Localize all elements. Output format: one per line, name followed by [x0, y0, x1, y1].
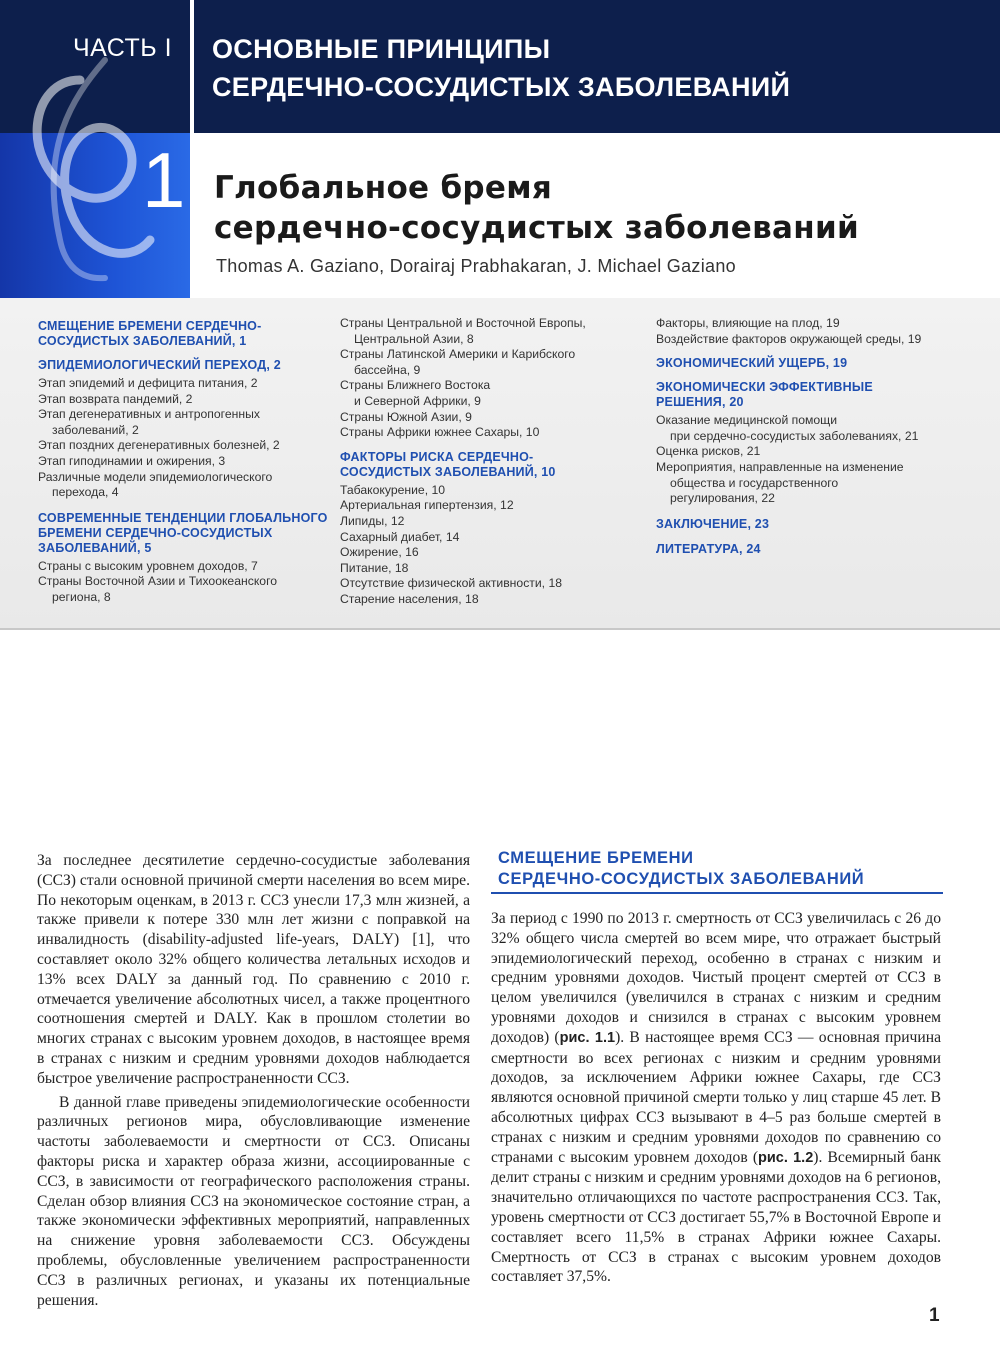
toc-item[interactable]: Страны с высоким уровнем доходов, 7 [38, 558, 258, 573]
toc-item-text: регулирования, 22 [670, 491, 775, 506]
toc-item-text: Мероприятия, направленные на изменение [656, 459, 904, 474]
toc-heading-text: ФАКТОРЫ РИСКА СЕРДЕЧНО- [340, 449, 534, 464]
chapter-number: 1 [142, 136, 186, 224]
section-title [498, 848, 943, 890]
paragraph-text: ). Всемирный банк делит страны с низким и средним уровнями доходов на 6 регионов, значительно отличающихся по частоте распространения ССЗ. Так, уровень смертности от ССЗ достигает 55,7% в Восточной Европе и составляет всего 11,5% в странах Африки южнее Сахары. Смертность от ССЗ в странах с высоким уровнем доходов составляет 37,5%. [491, 1148, 941, 1286]
toc-item[interactable]: Сахарный диабет, 14 [340, 529, 460, 544]
toc-item[interactable] [38, 470, 328, 501]
toc-item[interactable] [656, 413, 986, 444]
toc-item-text: Оказание медицинской помощи [656, 413, 838, 428]
paragraph [491, 909, 941, 1287]
figure-reference[interactable]: рис. 1.2 [758, 1149, 814, 1166]
toc-item[interactable] [38, 574, 328, 605]
toc-item-text: Страны Ближнего Востока [340, 378, 491, 393]
section-title-line1: СМЕЩЕНИЕ БРЕМЕНИ [498, 849, 694, 867]
toc-heading-text: СОСУДИСТЫХ ЗАБОЛЕВАНИЙ, 1 [38, 334, 247, 348]
toc-item[interactable]: Факторы, влияющие на плод, 19 [656, 316, 840, 330]
chapter-authors: Thomas A. Gaziano, Dorairaj Prabhakaran, J. Michael Gaziano [216, 256, 736, 276]
toc-item[interactable]: Этап гиподинамии и ожирения, 3 [38, 453, 226, 468]
figure-reference[interactable]: рис. 1.1 [559, 1029, 616, 1046]
chapter-title [214, 168, 859, 248]
toc-item[interactable] [340, 316, 640, 347]
toc-item[interactable]: Оценка рисков, 21 [656, 444, 761, 459]
toc-heading-text: ЗАБОЛЕВАНИЙ, 5 [38, 540, 152, 555]
toc-item-text: Центральной Азии, 8 [354, 331, 474, 346]
body-column-left [37, 851, 470, 1310]
chapter-title-line2: сердечно-сосудистых заболеваний [214, 210, 859, 246]
toc-item[interactable]: Воздействие факторов окружающей среды, 19 [656, 331, 922, 346]
toc-heading[interactable] [38, 319, 328, 349]
toc-item-text: Различные модели эпидемиологического [38, 469, 273, 484]
toc-item-text: региона, 8 [52, 589, 111, 604]
part-title-line1: ОСНОВНЫЕ ПРИНЦИПЫ [212, 34, 551, 64]
toc-item[interactable]: Этап возврата пандемий, 2 [38, 391, 193, 406]
toc-heading-text: СМЕЩЕНИЕ БРЕМЕНИ СЕРДЕЧНО- [38, 319, 262, 333]
toc-item[interactable] [340, 347, 640, 378]
chapter-header [0, 0, 1000, 298]
toc-item[interactable]: Страны Африки южнее Сахары, 10 [340, 425, 540, 440]
toc-item-text: Страны Центральной и Восточной Европы, [340, 316, 586, 330]
toc-item-text: заболеваний, 2 [52, 422, 139, 437]
toc-item[interactable] [656, 460, 986, 507]
paragraph-text: ). В настоящее время ССЗ — основная причина смертности во всех регионах с низким и средним уровнями доходов, за исключением Африки южнее Сахары, где ССЗ являются основной причиной смерти только у лиц старше 45 лет. В абсолютных цифрах ССЗ вызывают в 4–5 раз больше смертей в странах с низким и средним уровнями доходов по сравнению со странами с высоким уровнем доходов ( [491, 1028, 941, 1166]
body-column-right [491, 909, 941, 1287]
header-divider [190, 0, 194, 298]
toc-heading[interactable]: ЛИТЕРАТУРА, 24 [656, 541, 761, 556]
toc-column-2 [340, 316, 640, 608]
chapter-title-line1: Глобальное бремя [214, 170, 553, 206]
toc-heading-text: БРЕМЕНИ СЕРДЕЧНО-СОСУДИСТЫХ [38, 525, 273, 540]
paragraph: В данной главе приведены эпидемиологические особенности различных регионов мира, обусловливающие изменение частоты заболеваемости и смертности от ССЗ. Описаны факторы риска и характер образа жизни, ассоциированные с ССЗ, в зависимости от географического расположения страны. Сделан обзор влияния ССЗ на экономическое состояние стран, а также экономически эффективных мероприятий, направленных на снижение уровня заболеваемости ССЗ. Обсуждены проблемы, обусловленные увеличением распространенности ССЗ в различных регионах, и указаны их потенциальные решения. [37, 1093, 470, 1309]
toc-item[interactable]: Табакокурение, 10 [340, 482, 446, 497]
toc-item-text: бассейна, 9 [354, 362, 421, 377]
toc-item-text: и Северной Африки, 9 [354, 393, 481, 408]
toc-column-3 [656, 316, 986, 560]
section-title-line2: СЕРДЕЧНО-СОСУДИСТЫХ ЗАБОЛЕВАНИЙ [498, 870, 865, 888]
page-number: 1 [929, 1305, 940, 1326]
toc-column-1 [38, 314, 328, 606]
part-label: ЧАСТЬ I [73, 34, 173, 62]
toc-item[interactable]: Страны Южной Азии, 9 [340, 409, 472, 424]
toc-heading-text: СОСУДИСТЫХ ЗАБОЛЕВАНИЙ, 10 [340, 464, 556, 479]
toc-heading[interactable]: ЗАКЛЮЧЕНИЕ, 23 [656, 516, 770, 531]
paragraph-text: За период с 1990 по 2013 г. смертность от ССЗ увеличилась с 26 до 32% общего числа смертей во всем мире, что отражает быстрый эпидемиологический переход, особенно в странах с низким и средним уровнями доходов. Чистый процент смертей от ССЗ в целом увеличился (увеличился в странах с низким и средним уровнями доходов и снизился в странах с высоким уровнем доходов) ( [491, 910, 941, 1046]
toc-heading-text: РЕШЕНИЯ, 20 [656, 395, 744, 410]
toc-item-text: при сердечно-сосудистых заболеваниях, 21 [670, 428, 919, 443]
toc-item[interactable]: Этап эпидемий и дефицита питания, 2 [38, 376, 258, 390]
chapter-contents [0, 298, 1000, 630]
toc-heading[interactable] [340, 450, 640, 480]
toc-item-text: общества и государственного [670, 475, 839, 490]
part-title [212, 30, 790, 106]
toc-heading-text: ЭКОНОМИЧЕСКИ ЭФФЕКТИВНЫЕ [656, 380, 873, 395]
toc-item[interactable]: Артериальная гипертензия, 12 [340, 498, 514, 513]
section-rule [491, 892, 943, 894]
toc-item[interactable]: Ожирение, 16 [340, 545, 419, 560]
toc-item-text: Этап дегенеративных и антропогенных [38, 407, 260, 422]
toc-item[interactable]: Этап поздних дегенеративных болезней, 2 [38, 438, 280, 453]
paragraph: За последнее десятилетие сердечно-сосудистые заболевания (ССЗ) стали основной причиной смерти населения во всем мире. По некоторым оценкам, в 2013 г. ССЗ унесли 17,3 млн жизней, а также привели к потере 330 млн лет жизни с поправкой на инвалидность (disability-adjusted life-years, DALY) [1], что составляет около 32% общего количества летальных исходов и 13% всех DALY за данный год. По сравнению с 2010 г. отмечается увеличение абсолютных чисел, а также процентного соотношения смертей и DALY. Как в прошлом столетии во многих странах с высоким уровнем доходов, в настоящее время в странах с низким и средним уровнями доходов наблюдается быстрое увеличение распространенности ССЗ. [37, 852, 470, 1087]
toc-heading[interactable]: ЭПИДЕМИОЛОГИЧЕСКИЙ ПЕРЕХОД, 2 [38, 358, 281, 372]
toc-item-text: Страны Латинской Америки и Карибского [340, 347, 576, 362]
toc-item[interactable]: Питание, 18 [340, 560, 409, 575]
toc-heading[interactable] [38, 511, 328, 556]
toc-item[interactable]: Липиды, 12 [340, 513, 405, 528]
part-title-line2: СЕРДЕЧНО-СОСУДИСТЫХ ЗАБОЛЕВАНИЙ [212, 72, 791, 102]
toc-heading[interactable]: ЭКОНОМИЧЕСКИЙ УЩЕРБ, 19 [656, 356, 848, 371]
toc-heading[interactable] [656, 380, 986, 410]
toc-item[interactable]: Старение населения, 18 [340, 591, 479, 606]
toc-item-text: перехода, 4 [52, 485, 119, 500]
toc-item[interactable] [38, 407, 328, 438]
toc-item-text: Страны Восточной Азии и Тихоокеанского [38, 574, 278, 589]
toc-item[interactable]: Отсутствие физической активности, 18 [340, 576, 563, 591]
toc-item[interactable] [340, 378, 640, 409]
toc-heading-text: СОВРЕМЕННЫЕ ТЕНДЕНЦИИ ГЛОБАЛЬНОГО [38, 510, 328, 525]
